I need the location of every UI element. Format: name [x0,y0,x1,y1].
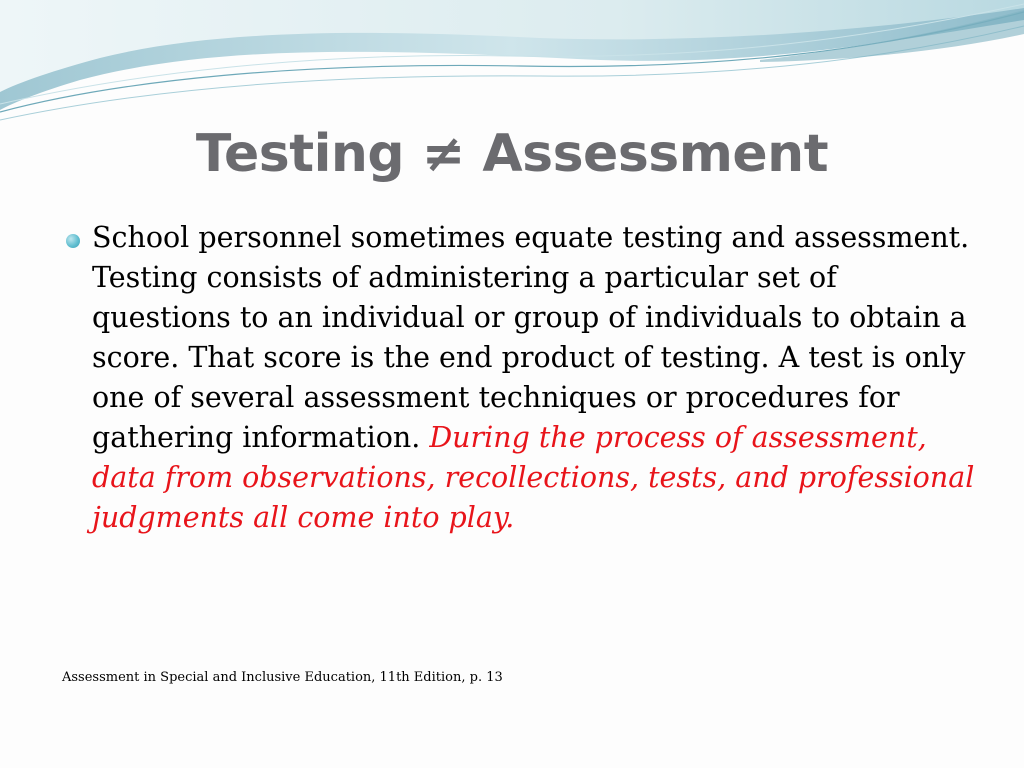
footer-citation: Assessment in Special and Inclusive Education, 11th Edition, p. 13 [62,670,503,685]
slide-title: Testing ≠ Assessment [195,124,829,184]
bullet-text: School personnel sometimes equate testing and assessment. Testing consists of administering a particular set of questions to an individual or group of individuals to obtain a score. That score is the end product of testing. A test is only one of several assessment techniques or procedures for gathering information. [92,221,970,454]
bullet-paragraph [92,218,977,538]
bullet-emphasis-text: During the process of assessment, data from observations, recollections, tests, and professional judgments all come into play. [92,421,975,534]
round-bullet-icon [66,234,80,248]
decorative-wave-header [0,0,1024,130]
